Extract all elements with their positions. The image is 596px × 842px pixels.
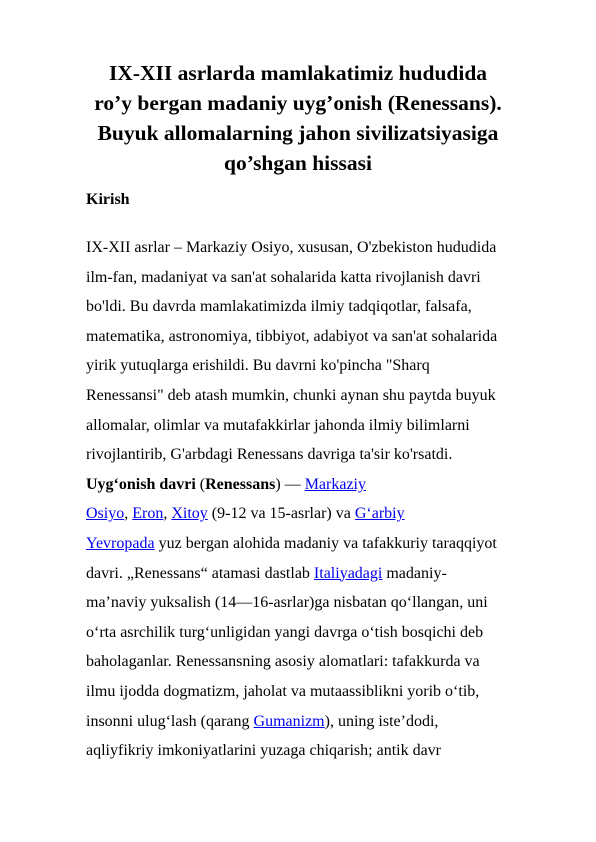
text-line (86, 499, 556, 529)
section-heading: Kirish (86, 191, 130, 208)
link-gumanizm[interactable]: Gumanizm (253, 712, 325, 730)
title-line: ro’y bergan madaniy uyg’onish (Renessans). (94, 91, 502, 115)
text-line: Renessansi" deb atash mumkin, chunki aynan shu paytda buyuk (86, 386, 496, 404)
link-garbiy-yevropa[interactable]: G‘arbiy (354, 505, 405, 523)
text-line: IX-XII asrlar – Markaziy Osiyo, xususan, O'zbekiston hududida (86, 239, 497, 256)
link-markaziy-osiyo[interactable]: Markaziy (304, 475, 366, 493)
text-line (86, 529, 556, 559)
bold-term: Renessans (205, 475, 276, 493)
text-run: , (163, 505, 172, 523)
text-line (86, 470, 556, 500)
text-line (86, 559, 556, 589)
text-line: ma’naviy yuksalish (14—16-asrlar)ga nisbatan qo‘llangan, uni (86, 594, 488, 612)
link-osiyo[interactable]: Osiyo (86, 505, 125, 523)
link-yevropada[interactable]: Yevropada (86, 534, 155, 552)
text-line: aqliyfikriy imkoniyatlarini yuzaga chiqarish; antik davr (86, 742, 442, 760)
intro-paragraph (86, 233, 556, 470)
text-line: bo'ldi. Bu davrda mamlakatimizda ilmiy tadqiqotlar, falsafa, (86, 298, 472, 316)
text-line: rivojlantirib, G'arbdagi Renessans davriga ta'sir ko'rsatdi. (86, 446, 453, 464)
text-run: madaniy- (382, 564, 447, 582)
text-line: allomalar, olimlar va mutafakkirlar jahonda ilmiy bilimlarni (86, 416, 470, 434)
title-line: qo’shgan hissasi (224, 151, 372, 175)
text-run: yuz bergan alohida madaniy va tafakkuriy taraqqiyot (154, 534, 497, 552)
text-line: ilm-fan, madaniyat va san'at sohalarida katta rivojlanish davri (86, 268, 481, 286)
text-line: ilmu ijodda dogmatizm, jaholat va mutaassiblikni yorib o‘tib, (86, 682, 480, 700)
text-run: , (124, 505, 133, 523)
document-body (86, 233, 556, 766)
link-xitoy[interactable]: Xitoy (171, 505, 208, 523)
text-run: ) — (275, 475, 305, 493)
text-line: o‘rta asrchilik turg‘unligidan yangi davrga o‘tish bosqichi deb (86, 623, 484, 641)
text-line (86, 707, 556, 737)
link-eron[interactable]: Eron (132, 505, 164, 523)
title-line: Buyuk allomalarning jahon sivilizatsiyasiga (97, 121, 499, 145)
bold-term: Uyg‘onish davri (86, 475, 196, 493)
link-italiyadagi[interactable]: Italiyadagi (313, 564, 383, 582)
title-line: IX-XII asrlarda mamlakatimiz hududida (108, 61, 488, 85)
text-run: davri. „Renessans“ atamasi dastlab (86, 564, 314, 582)
renaissance-paragraph (86, 470, 556, 766)
text-line: baholaganlar. Renessansning asosiy alomatlari: tafakkurda va (86, 653, 480, 671)
text-run: ( (195, 475, 206, 493)
text-line: yirik yutuqlarga erishildi. Bu davrni ko'pincha "Sharq (86, 357, 430, 375)
text-line: matematika, astronomiya, tibbiyot, adabiyot va san'at sohalarida (86, 327, 498, 345)
text-run: ), uning iste’dodi, (324, 712, 439, 730)
document-title (60, 58, 536, 178)
text-run: (9-12 va 15-asrlar) va (207, 505, 355, 523)
text-run: insonni ulug‘lash (qarang (86, 712, 254, 730)
